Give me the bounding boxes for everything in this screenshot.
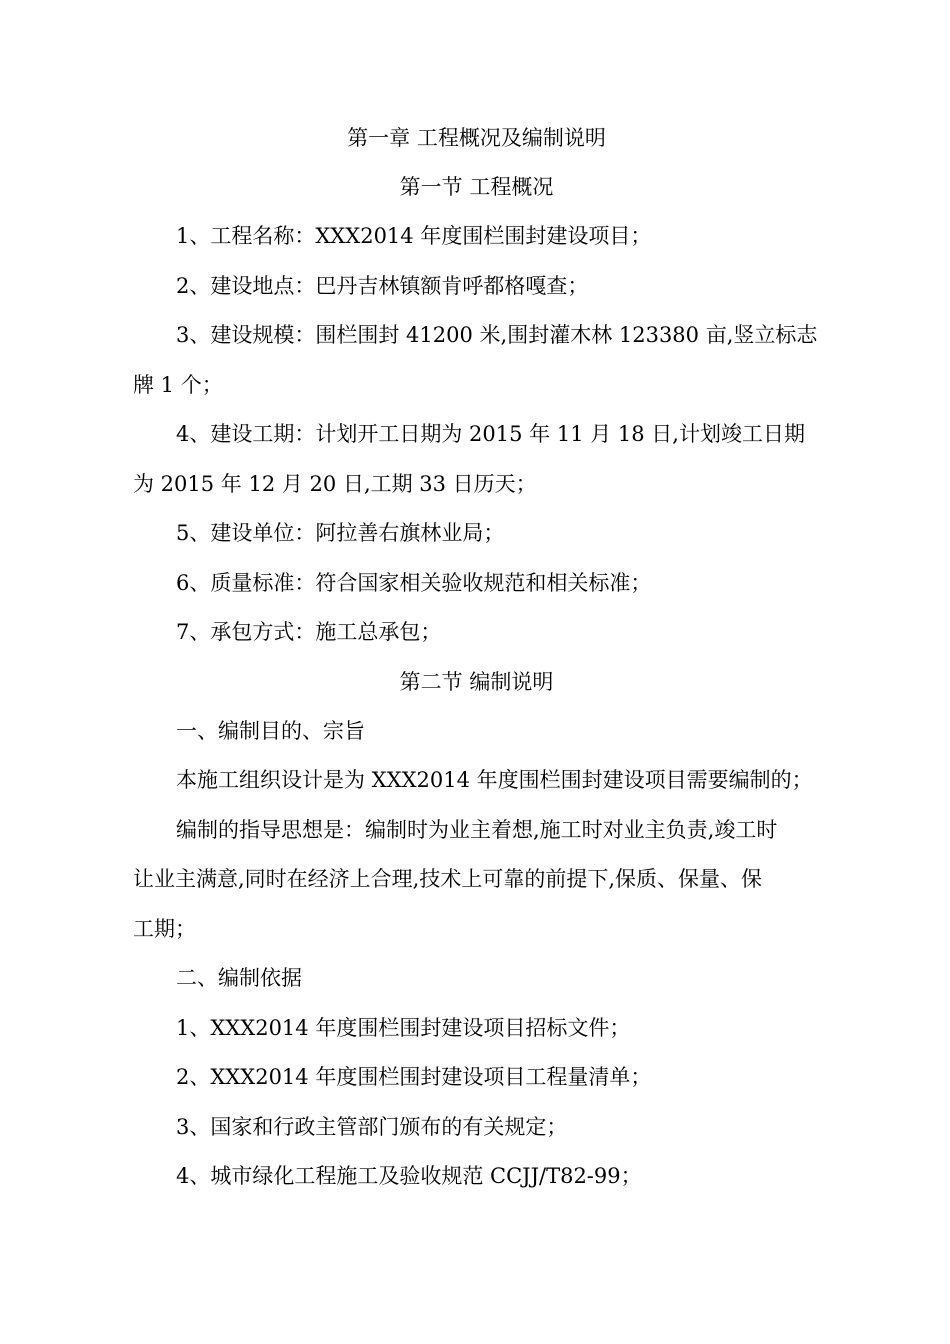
purpose-para-2-line3: 工期；: [133, 916, 196, 941]
purpose-para-1: 本施工组织设计是为 XXX2014 年度围栏围封建设项目需要编制的；: [176, 768, 813, 792]
document-body: [133, 114, 820, 1202]
section2-title: 第二节 编制说明: [399, 669, 554, 694]
basis-item-3: 3、国家和行政主管部门颁布的有关规定；: [176, 1114, 568, 1139]
overview-item-7: 7、承包方式：施工总承包；: [176, 620, 442, 644]
overview-item-6: 6、质量标准：符合国家相关验收规范和相关标准；: [176, 570, 652, 595]
overview-item-1: 1、工程名称：XXX2014 年度围栏围封建设项目；: [176, 224, 652, 248]
overview-item-4-line1: 4、建设工期：计划开工日期为 2015 年 11 月 18 日,计划竣工日期: [176, 422, 805, 446]
overview-item-5: 5、建设单位：阿拉善右旗林业局；: [176, 521, 505, 545]
purpose-para-2-line2: 让业主满意,同时在经济上合理,技术上可靠的前提下,保质、保量、保: [133, 867, 763, 891]
overview-item-2: 2、建设地点：巴丹吉林镇额肯呼都格嘎查；: [176, 273, 589, 298]
purpose-heading: 一、编制目的、宗旨: [176, 718, 365, 743]
basis-item-4: 4、城市绿化工程施工及验收规范 CCJJ/T82-99；: [176, 1164, 642, 1188]
basis-item-1: 1、XXX2014 年度围栏围封建设项目招标文件；: [176, 1015, 631, 1040]
overview-item-3-line1: 3、建设规模：围栏围封 41200 米,围封灌木林 123380 亩,竖立标志: [176, 323, 818, 347]
basis-heading: 二、编制依据: [176, 966, 302, 990]
purpose-para-2-line1: 编制的指导思想是：编制时为业主着想,施工时对业主负责,竣工时: [176, 817, 778, 842]
overview-item-3-line2: 牌 1 个；: [133, 372, 223, 397]
basis-item-2: 2、XXX2014 年度围栏围封建设项目工程量清单；: [176, 1065, 652, 1089]
overview-item-4-line2: 为 2015 年 12 月 20 日,工期 33 日历天；: [133, 471, 537, 496]
section1-title: 第一节 工程概况: [399, 175, 554, 199]
chapter-title: 第一章 工程概况及编制说明: [347, 126, 606, 150]
